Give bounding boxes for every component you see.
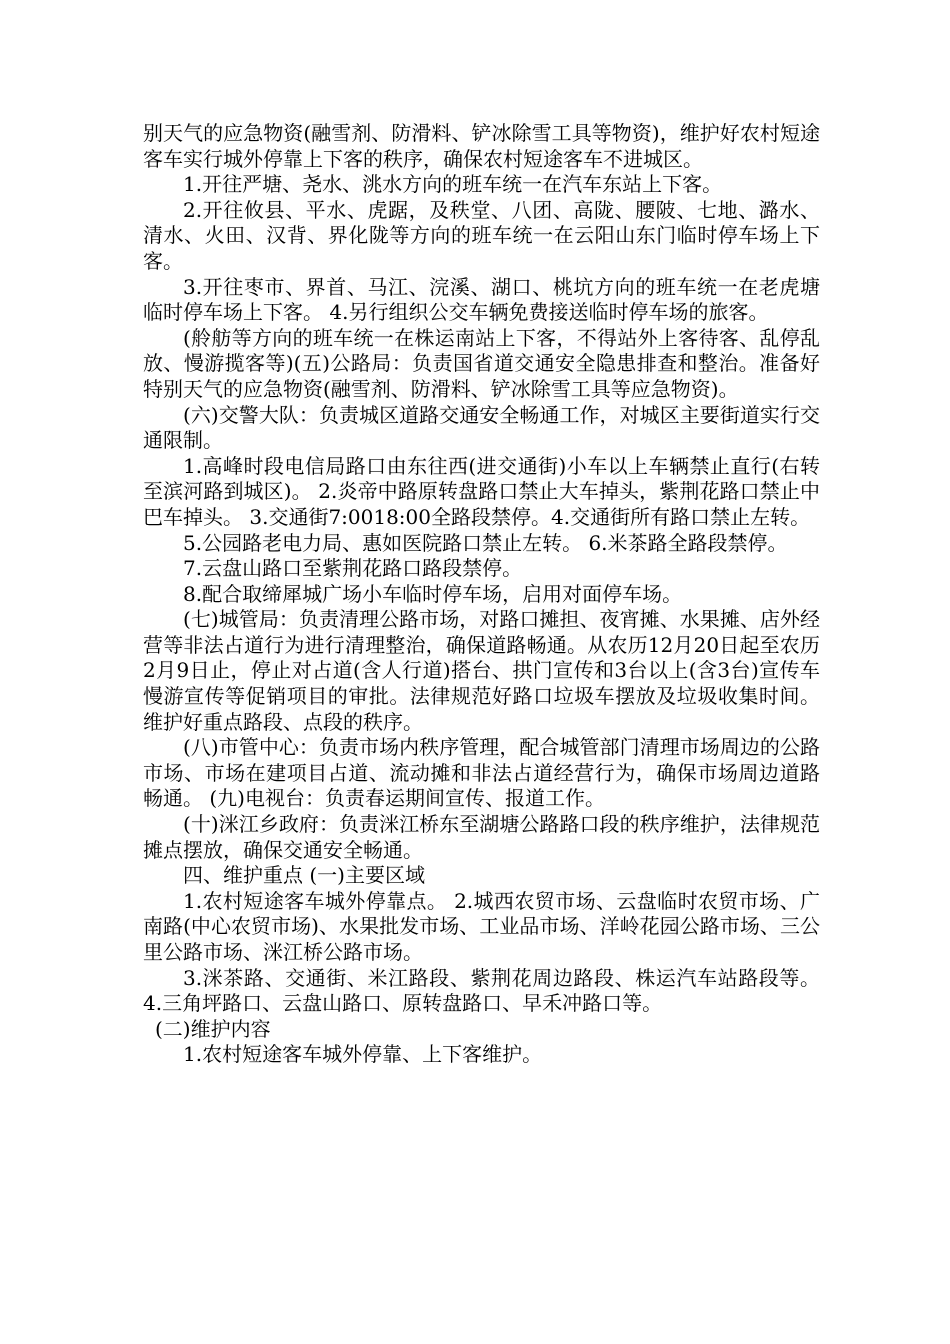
document-page [143, 121, 820, 1068]
body-paragraph: 1.开往严塘、尧水、洮水方向的班车统一在汽车东站上下客。 [183, 172, 723, 197]
body-paragraph: 1.高峰时段电信局路口由东往西(进交通街)小车以上车辆禁止直行(右转至滨河路到城区)。 2.炎帝中路原转盘路口禁止大车掉头，紫荆花路口禁止中巴车掉头。 3.交通街7:0018:00全路段禁停。4.交通街所有路口禁止左转。 [143, 453, 820, 529]
section-heading-urban-management: (七)城管局：负责清理公路市场，对路口摊担、夜宵摊、水果摊、店外经营等非法占道行为进行清理整治，确保道路畅通。从农历12月20日起至农历2月9日止，停止对占道(含人行道)搭台、拱门宣传和3台以上(含3台)宣传车慢游宣传等促销项目的审批。法律规范好路口垃圾车摆放及垃圾收集时间。维护好重点路段、点段的秩序。 [143, 607, 820, 734]
body-paragraph: (舲舫等方向的班车统一在株运南站上下客，不得站外上客待客、乱停乱放、慢游揽客等)(五)公路局：负责国省道交通安全隐患排查和整治。准备好特别天气的应急物资(融雪剂、防滑料、铲冰除雪工具等应急物资)。 [143, 325, 820, 401]
body-paragraph: 1.农村短途客车城外停靠点。 2.城西农贸市场、云盘临时农贸市场、广南路(中心农贸市场)、水果批发市场、工业品市场、洋岭花园公路市场、三公里公路市场、洣江桥公路市场。 [143, 888, 820, 964]
body-paragraph: 1.农村短途客车城外停靠、上下客维护。 [183, 1042, 543, 1067]
body-paragraph: 3.洣茶路、交通街、米江路段、紫荆花周边路段、株运汽车站路段等。 4.三角坪路口、云盘山路口、原转盘路口、早禾冲路口等。 [143, 965, 820, 1016]
body-paragraph: 8.配合取缔犀城广场小车临时停车场，启用对面停车场。 [183, 581, 683, 606]
body-paragraph: 5.公园路老电力局、惠如医院路口禁止左转。 6.米茶路全路段禁停。 [183, 530, 788, 555]
body-paragraph: 7.云盘山路口至紫荆花路口路段禁停。 [183, 556, 523, 581]
section-heading-traffic-police: (六)交警大队：负责城区道路交通安全畅通工作，对城区主要街道实行交通限制。 [143, 402, 820, 453]
body-paragraph: 3.开往枣市、界首、马江、浣溪、湖口、桃坑方向的班车统一在老虎塘临时停车场上下客。 4.另行组织公交车辆免费接送临时停车场的旅客。 [143, 274, 820, 325]
section-heading-township-government: (十)洣江乡政府：负责洣江桥东至湖塘公路路口段的秩序维护，法律规范摊点摆放，确保交通安全畅通。 [143, 812, 820, 862]
body-paragraph: 别天气的应急物资(融雪剂、防滑料、铲冰除雪工具等物资)，维护好农村短途客车实行城外停靠上下客的秩序，确保农村短途客车不进城区。 [143, 121, 820, 171]
section-heading-maintenance-focus: 四、维护重点 (一)主要区域 [183, 863, 425, 888]
body-paragraph: 2.开往攸县、平水、虎踞，及秩堂、八团、高陇、腰陂、七地、潞水、清水、火田、汉背、界化陇等方向的班车统一在云阳山东门临时停车场上下客。 [143, 197, 820, 273]
section-heading-market-center: (八)市管中心：负责市场内秩序管理，配合城管部门清理市场周边的公路市场、市场在建项目占道、流动摊和非法占道经营行为，确保市场周边道路畅通。 (九)电视台：负责春运期间宣传、报道工作。 [143, 735, 820, 811]
subsection-heading-maintenance-content: (二)维护内容 [155, 1016, 271, 1041]
